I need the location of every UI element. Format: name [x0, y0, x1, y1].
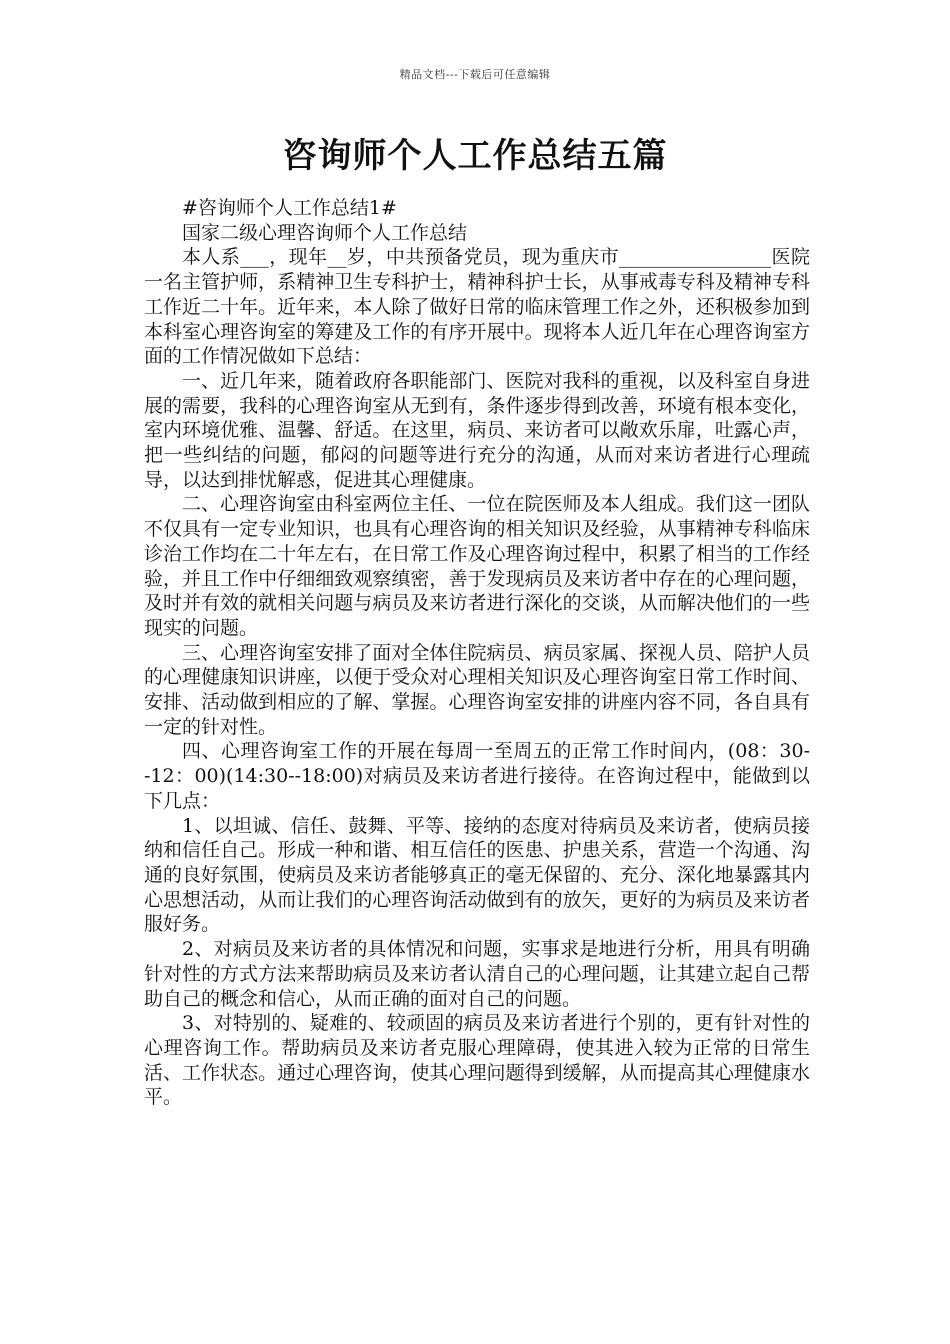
body-paragraph: 本人系___，现年__岁，中共预备党员，现为重庆市________________医院一名主管护师，系精神卫生专科护士，精神科护士长，从事戒毒专科及精神专科工作近二十年。近年来，本人除了做好日常的临床管理工作之外，还积极参加到本科室心理咨询室的筹建及工作的有序开展中。现将本人近几年在心理咨询室方面的工作情况做如下总结： — [144, 246, 810, 368]
body-paragraph: 3、对特别的、疑难的、较顽固的病员及来访者进行个别的，更有针对性的心理咨询工作。帮助病员及来访者克服心理障碍，使其进入较为正常的日常生活、工作状态。通过心理咨询，使其心理问题得到缓解，从而提高其心理健康水平。 — [144, 1012, 810, 1109]
body-paragraph: 1、以坦诚、信任、鼓舞、平等、接纳的态度对待病员及来访者，使病员接纳和信任自己。形成一种和谐、相互信任的医患、护患关系，营造一个沟通、沟通的良好氛围，使病员及来访者能够真正的毫无保留的、充分、深化地暴露其内心思想活动，从而让我们的心理咨询活动做到有的放矢，更好的为病员及来访者服好务。 — [144, 814, 810, 936]
section-heading: #咨询师个人工作总结1# — [182, 197, 397, 219]
body-paragraph: 四、心理咨询室工作的开展在每周一至周五的正常工作时间内，(08：30--12：00)(14:30--18:00)对病员及来访者进行接待。在咨询过程中，能做到以下几点： — [144, 740, 810, 812]
body-paragraph: 一、近几年来，随着政府各职能部门、医院对我科的重视，以及科室自身进展的需要，我科的心理咨询室从无到有，条件逐步得到改善，环境有根本变化，室内环境优雅、温馨、舒适。在这里，病员、来访者可以敞欢乐扉，吐露心声，把一些纠结的问题，郁闷的问题等进行充分的沟通，从而对来访者进行心理疏导，以达到排忧解惑，促进其心理健康。 — [144, 369, 810, 491]
document-body — [144, 196, 810, 1110]
document-title: 咨询师个人工作总结五篇 — [282, 136, 668, 176]
body-paragraph: 二、心理咨询室由科室两位主任、一位在院医师及本人组成。我们这一团队不仅具有一定专业知识，也具有心理咨询的相关知识及经验，从事精神专科临床诊治工作均在二十年左右，在日常工作及心理咨询过程中，积累了相当的工作经验，并且工作中仔细细致观察缜密，善于发现病员及来访者中存在的心理问题，及时并有效的就相关问题与病员及来访者进行深化的交谈，从而解决他们的一些现实的问题。 — [144, 493, 810, 639]
section-subtitle: 国家二级心理咨询师个人工作总结 — [182, 221, 468, 244]
body-paragraph: 三、心理咨询室安排了面对全体住院病员、病员家属、探视人员、陪护人员的心理健康知识讲座，以便于受众对心理相关知识及心理咨询室日常工作时间、安排、活动做到相应的了解、掌握。心理咨询室安排的讲座内容不同，各自具有一定的针对性。 — [144, 641, 810, 738]
body-paragraph: 2、对病员及来访者的具体情况和问题，实事求是地进行分析，用具有明确针对性的方式方法来帮助病员及来访者认清自己的心理问题，让其建立起自己帮助自己的概念和信心，从而正确的面对自己的问题。 — [144, 938, 810, 1010]
document-header-note: 精品文档---下载后可任意编辑 — [399, 68, 551, 81]
